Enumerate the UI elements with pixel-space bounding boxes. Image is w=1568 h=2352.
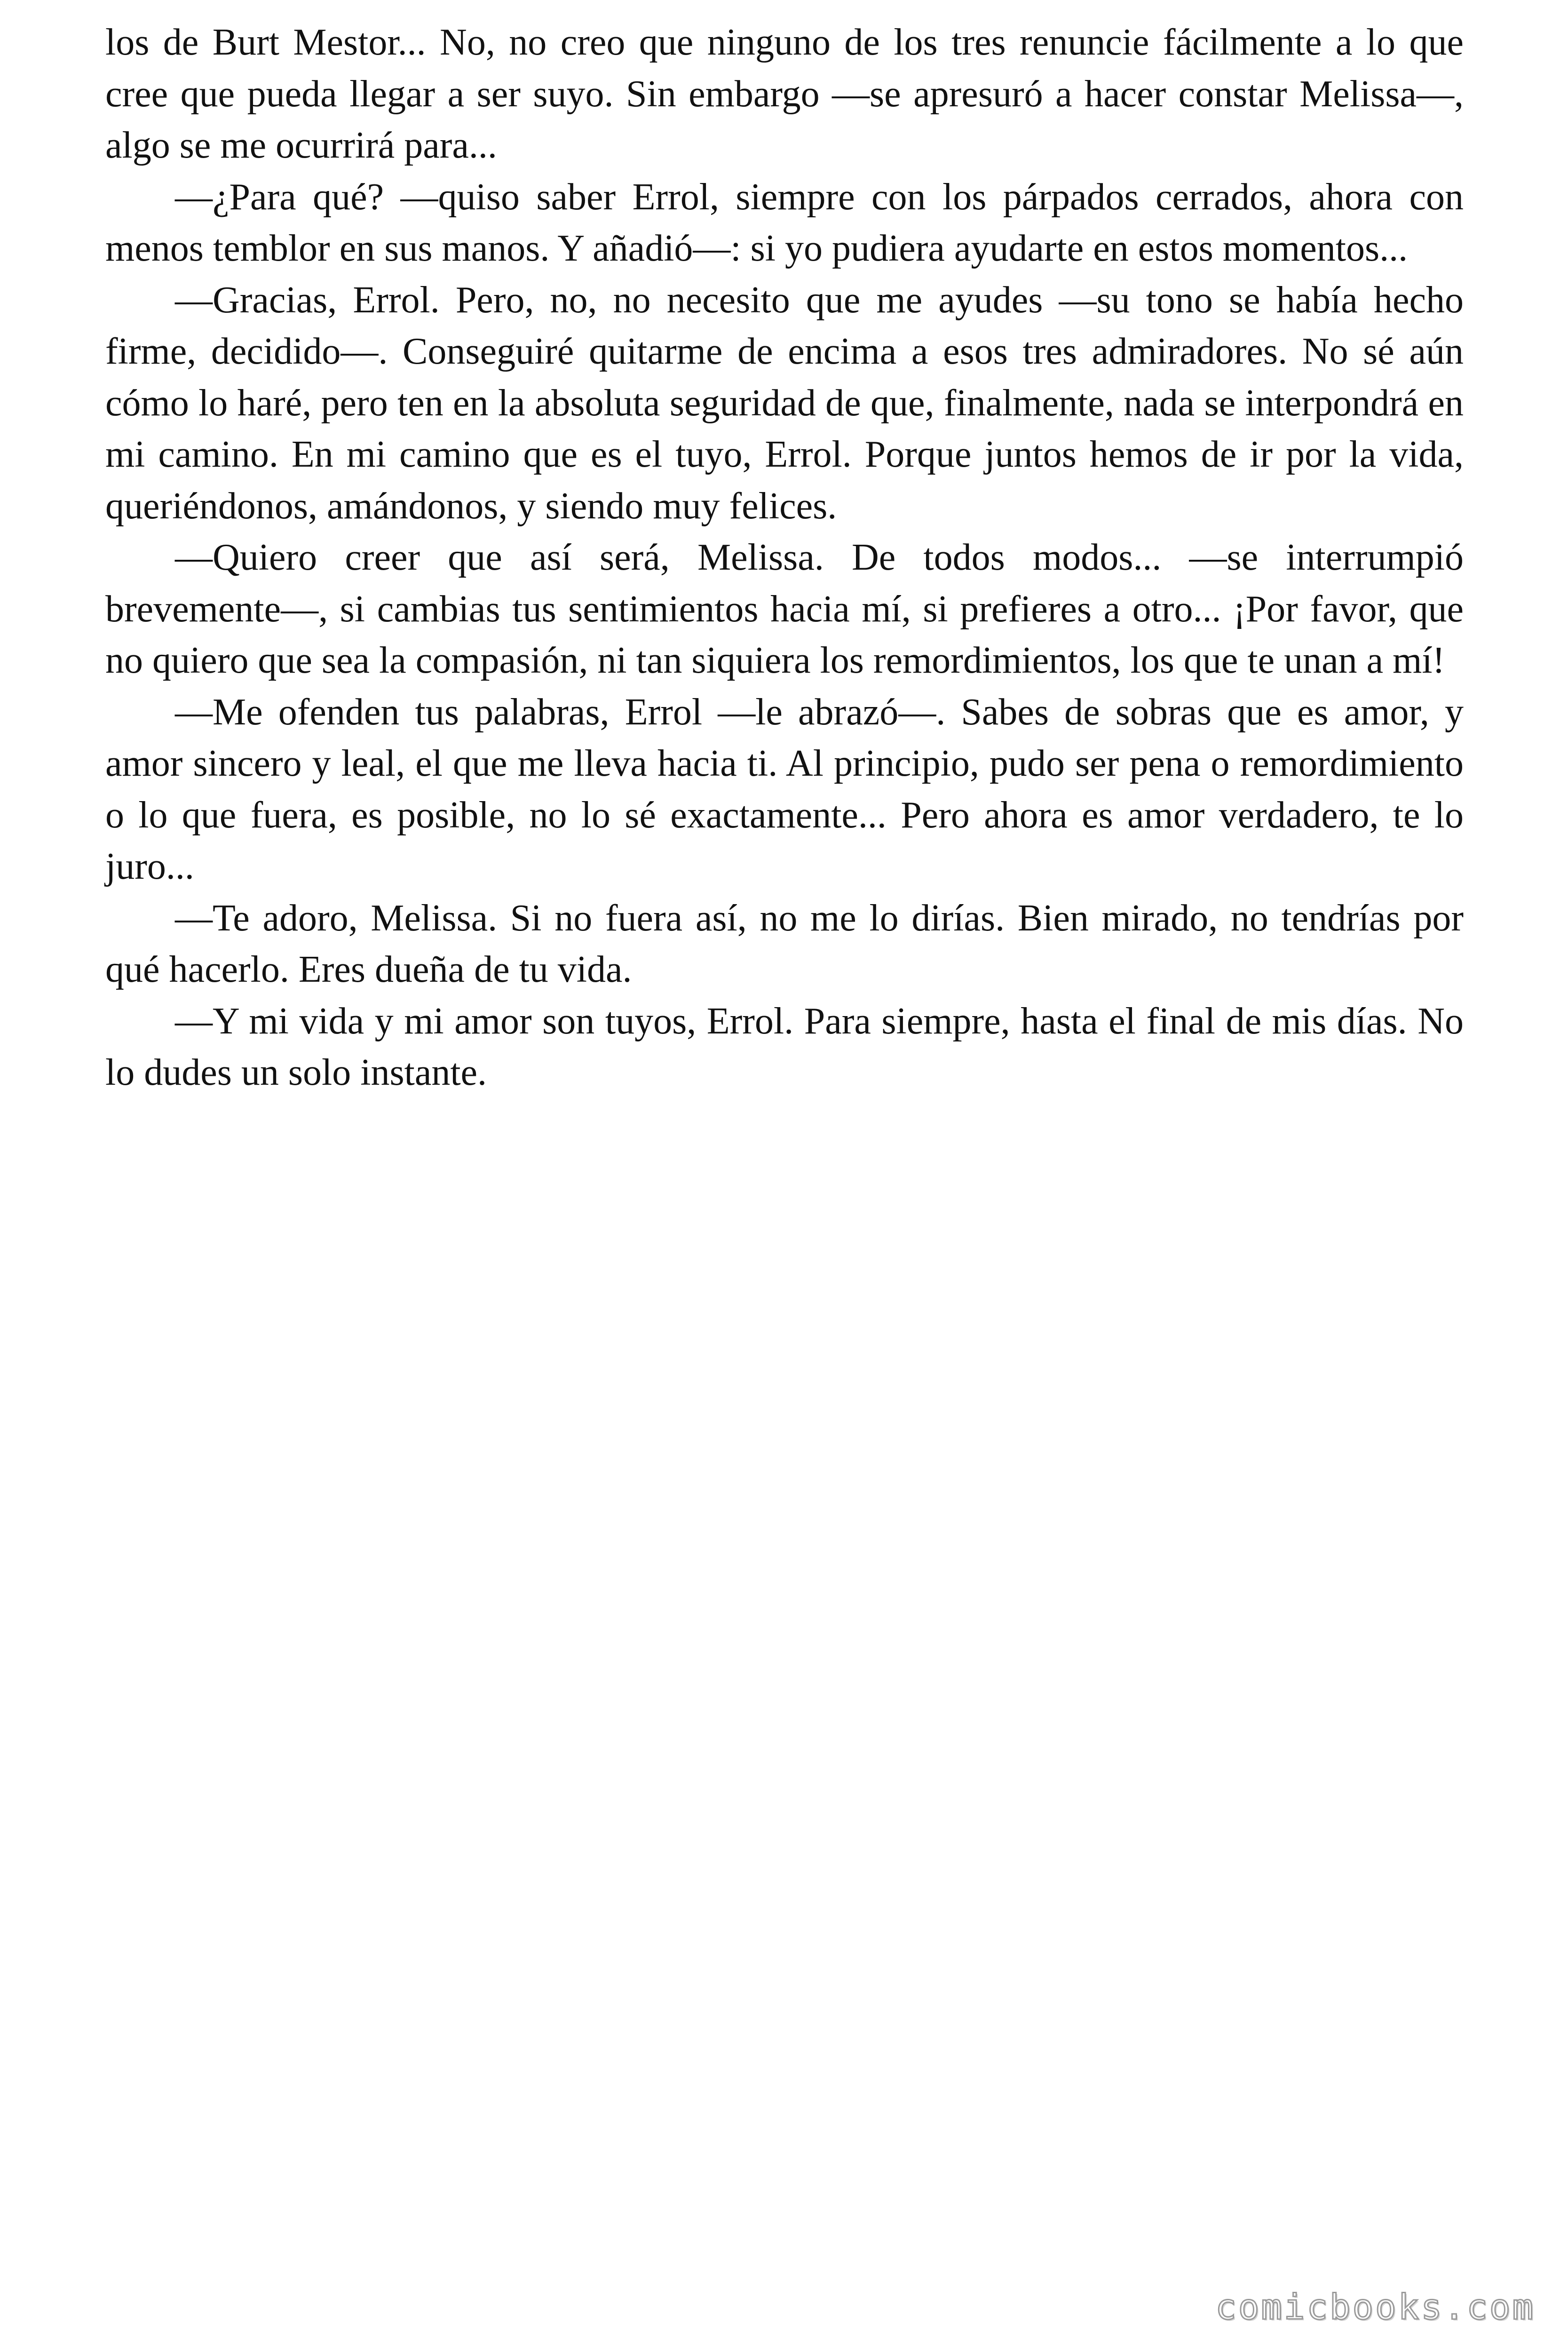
paragraph-continuation: los de Burt Mestor... No, no creo que ninguno de los tres renuncie fácilmente a lo que cree que pueda llegar a ser suyo. Sin embargo —se apresuró a hacer constar Melissa—, algo se me ocurrirá para... (105, 22, 1464, 166)
dialogue-paragraph: —Te adoro, Melissa. Si no fuera así, no me lo dirías. Bien mirado, no tendrías por qué hacerlo. Eres dueña de tu vida. (105, 897, 1464, 990)
site-watermark: comicbooks.com (1215, 2287, 1535, 2328)
dialogue-paragraph: —Y mi vida y mi amor son tuyos, Errol. Para siempre, hasta el final de mis días. No lo dudes un solo instante. (105, 1000, 1464, 1093)
dialogue-paragraph: —Quiero creer que así será, Melissa. De todos modos... —se interrumpió brevemente—, si cambias tus sentimientos hacia mí, si prefieres a otro... ¡Por favor, que no quiero que sea la compasión, ni tan siquiera los remordimientos, los que te unan a mí! (105, 537, 1464, 681)
dialogue-paragraph: —Gracias, Errol. Pero, no, no necesito que me ayudes —su tono se había hecho firme, decidido—. Conseguiré quitarme de encima a esos tres admiradores. No sé aún cómo lo haré, pero ten en la absoluta seguridad de que, finalmente, nada se interpondrá en mi camino. En mi camino que es el tuyo, Errol. Porque juntos hemos de ir por la vida, queriéndonos, amándonos, y siendo muy felices. (105, 279, 1464, 527)
dialogue-paragraph: —¿Para qué? —quiso saber Errol, siempre con los párpados cerrados, ahora con menos temblor en sus manos. Y añadió—: si yo pudiera ayudarte en estos momentos... (105, 176, 1464, 269)
page-body-text (105, 17, 1464, 1099)
dialogue-paragraph: —Me ofenden tus palabras, Errol —le abrazó—. Sabes de sobras que es amor, y amor sincero y leal, el que me lleva hacia ti. Al principio, pudo ser pena o remordimiento o lo que fuera, es posible, no lo sé exactamente... Pero ahora es amor verdadero, te lo juro... (105, 691, 1464, 887)
